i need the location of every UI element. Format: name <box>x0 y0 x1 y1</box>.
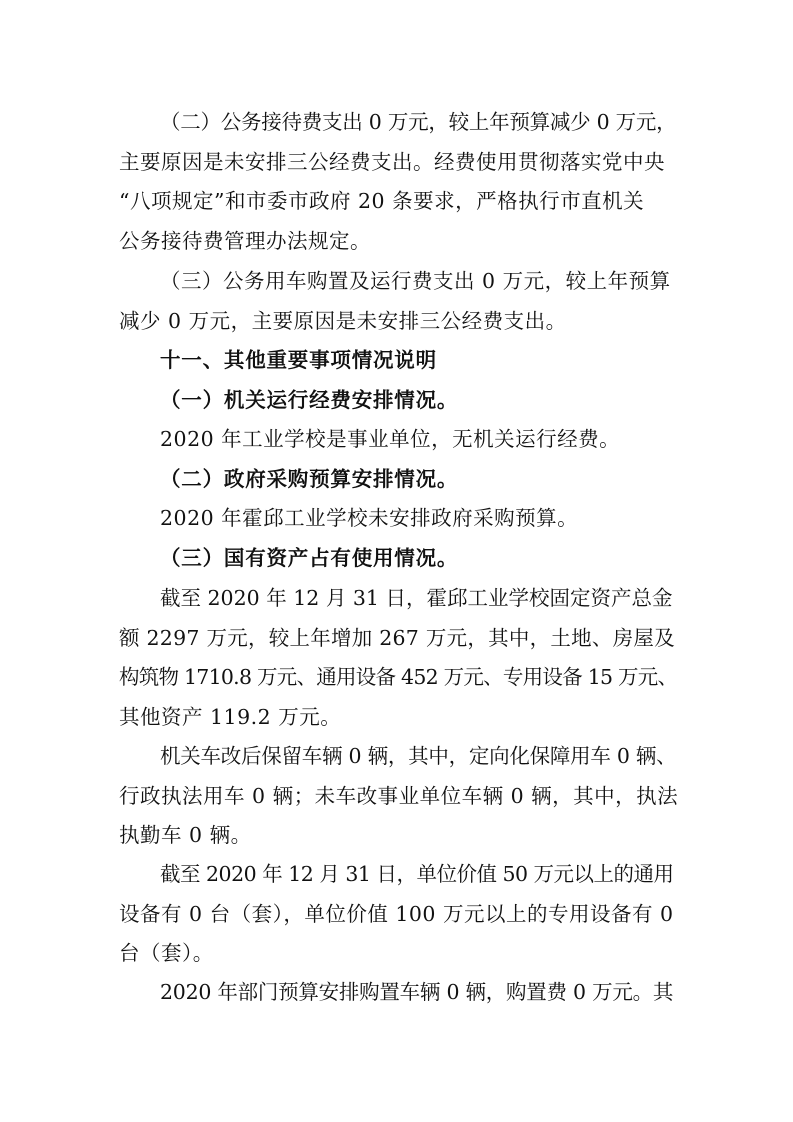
text-line: 构筑物 1710.8 万元、通用设备 452 万元、专用设备 15 万元、 <box>119 665 678 690</box>
text-line: （三）公务用车购置及运行费支出 0 万元，较上年预算 <box>160 269 671 293</box>
text-line: 行政执法用车 0 辆；未车改事业单位车辆 0 辆，其中，执法 <box>119 783 679 808</box>
text-line: 机关车改后保留车辆 0 辆，其中，定向化保障用车 0 辆、 <box>160 744 677 768</box>
text-line: 台（套）。 <box>119 941 214 966</box>
heading-text: 十一、其他重要事项情况说明 <box>160 348 437 372</box>
text-line: 公务接待费管理办法规定。 <box>119 229 371 254</box>
text-line: 执勤车 0 辆。 <box>119 823 252 848</box>
text-line: 额 2297 万元，较上年增加 267 万元，其中，土地、房屋及 <box>119 625 675 650</box>
text-line: 2020 年工业学校是事业单位，无机关运行经费。 <box>160 427 621 451</box>
heading-text: （一）机关运行经费安排情况。 <box>160 388 459 412</box>
heading-text: （二）政府采购预算安排情况。 <box>160 467 459 491</box>
text-line: “八项规定”和市委市政府 20 条要求，严格执行市直机关 <box>119 189 645 214</box>
text-line: 减少 0 万元，主要原因是未安排三公经费支出。 <box>119 308 567 333</box>
text-line: 截至 2020 年 12 月 31 日，霍邱工业学校固定资产总金 <box>160 586 673 610</box>
text-line: 主要原因是未安排三公经费支出。经费使用贯彻落实党中央 <box>119 149 665 174</box>
text-line: 设备有 0 台（套），单位价值 100 万元以上的专用设备有 0 <box>119 901 674 926</box>
text-line: 2020 年部门预算安排购置车辆 0 辆，购置费 0 万元。其 <box>160 980 674 1004</box>
text-line: 截至 2020 年 12 月 31 日，单位价值 50 万元以上的通用 <box>160 862 674 886</box>
text-line: （二）公务接待费支出 0 万元，较上年预算减少 0 万元， <box>160 110 677 134</box>
text-line: 其他资产 119.2 万元。 <box>119 705 342 730</box>
heading-text: （三）国有资产占有使用情况。 <box>160 546 459 570</box>
text-line: 2020 年霍邱工业学校未安排政府采购预算。 <box>160 506 579 530</box>
